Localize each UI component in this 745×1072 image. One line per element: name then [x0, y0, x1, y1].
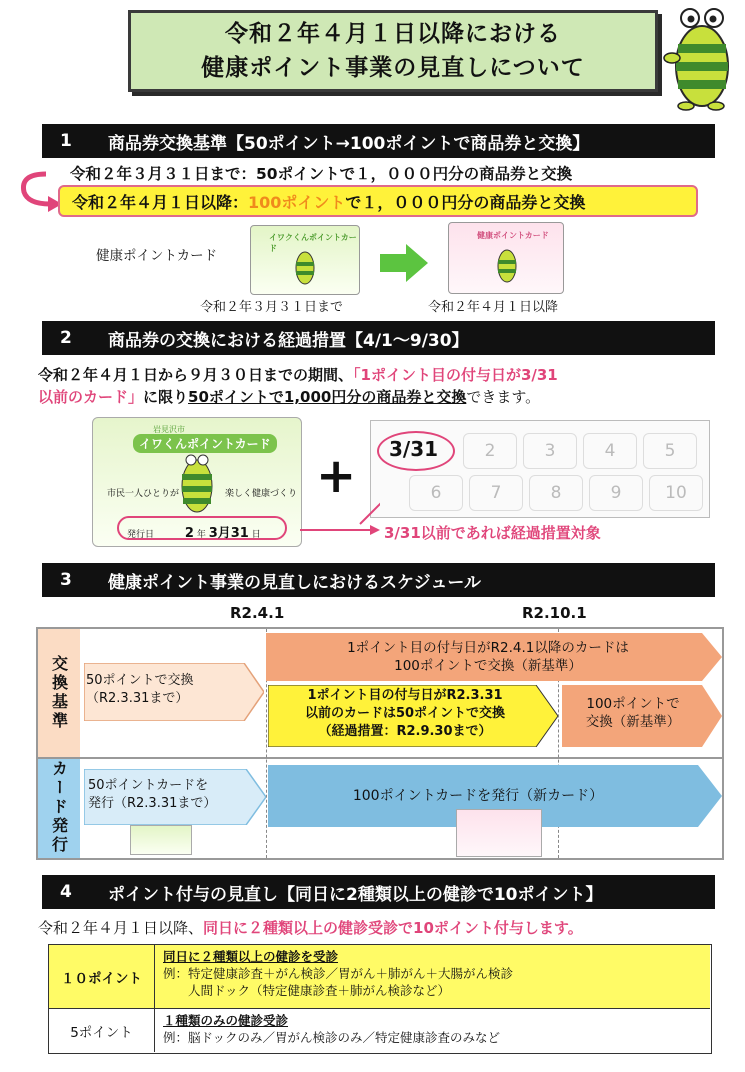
page-title [128, 10, 658, 92]
section4-heading: ポイント付与の見直し【同日に2種類以上の健診で10ポイント】 [108, 884, 603, 905]
point-card-image [92, 417, 302, 547]
card-title: イワくんポイントカード [133, 434, 277, 453]
card-issue-unit1: 年 [196, 530, 206, 540]
stamp-cell: 8 [529, 475, 583, 511]
table-row [49, 1009, 710, 1052]
mini-mascot-icon [495, 243, 519, 285]
section2-heading: 商品券の交換における経過措置【4/1～9/30】 [108, 330, 469, 351]
section3-header [42, 563, 715, 597]
new-rule-banner [58, 185, 698, 217]
card-issue-date-value: 3月31 [208, 526, 249, 541]
section2-header [42, 321, 715, 355]
row1-title: 同日に２種類以上の健診を受診 [163, 949, 339, 964]
new-issue-text: 100ポイントカードを発行（新カード） [352, 788, 604, 804]
stamp-cell: 10 [649, 475, 703, 511]
new-card-caption: 令和２年４月１日以降 [428, 300, 559, 315]
after-arrow-text: 100ポイントで 交換（新基準） [585, 696, 681, 730]
old-card-title: イワクくんポイントカード [269, 233, 357, 253]
new-card-mini [456, 809, 542, 857]
new-rule-arrow-text: 1ポイント目の付与日がR2.4.1以降のカードは 100ポイントで交換（新基準） [347, 640, 629, 674]
issue-label: カード発行 [38, 757, 80, 858]
stamp-cell: 6 [409, 475, 463, 511]
old-exchange-text: 50ポイントで交換 （R2.3.31まで） [86, 673, 194, 706]
section4-number: 4 [60, 882, 72, 902]
row2-title: １種類のみの健診受診 [163, 1013, 289, 1028]
mascot-illustration [660, 4, 740, 114]
card-city: 岩見沢市 [153, 425, 185, 434]
plus-icon: + [316, 448, 357, 504]
first-stamp-date: 3/31 [389, 437, 439, 461]
section2-text-b: に限り [143, 388, 189, 406]
row2-content [163, 1012, 500, 1046]
old-card-mini [130, 825, 192, 855]
section2-paragraph [38, 364, 728, 408]
stamp-cell: 4 [583, 433, 637, 469]
schedule-date1: R2.4.1 [230, 604, 285, 622]
green-arrow-icon [380, 244, 428, 282]
stamp-cell: 7 [469, 475, 523, 511]
section2-text-c: できます。 [466, 388, 541, 406]
stamp-cell: 2 [463, 433, 517, 469]
section1-number: 1 [60, 131, 72, 151]
card-issue-label: 発行日 [127, 530, 155, 540]
section3-number: 3 [60, 570, 72, 590]
row1-points: １０ポイント [49, 945, 155, 1008]
section4-intro [38, 917, 583, 938]
transition-arrow-text: 1ポイント目の付与日がR2.3.31 以前のカードは50ポイントで交換 （経過措置：R2.9.30まで） [304, 688, 506, 739]
new-rule-suffix: で１，０００円分の商品券と交換 [345, 192, 586, 212]
stamp-cell: 5 [643, 433, 697, 469]
transition-note: 3/31以前であれば経過措置対象 [384, 524, 601, 542]
title-line1: 令和２年４月１日以降における [225, 21, 561, 47]
section1-heading: 商品券交換基準【50ポイント→100ポイントで商品券と交換】 [108, 133, 590, 154]
new-card-thumbnail [448, 222, 564, 294]
new-card-title: 健康ポイントカード [477, 231, 549, 240]
mini-mascot-icon [293, 246, 317, 286]
new-rule-highlight: 100ポイント [248, 192, 346, 212]
card-issue-unit2: 日 [251, 530, 261, 540]
old-rule-text: 令和２年３月３１日まで：50ポイントで１，０００円分の商品券と交換 [70, 165, 573, 183]
old-card-thumbnail [250, 225, 360, 295]
old-issue-text: 50ポイントカードを 発行（R2.3.31まで） [88, 778, 217, 811]
section1-header [42, 124, 715, 158]
card-slogan-left: 市民一人ひとりが [107, 489, 180, 499]
section2-text-pink1: 「1ポイント目の付与日が3/31 [353, 366, 558, 384]
stamp-card-image [370, 420, 710, 518]
schedule-date2: R2.10.1 [522, 604, 587, 622]
card-mascot-icon [177, 452, 217, 514]
old-card-caption: 令和２年３月３１日まで [200, 300, 344, 315]
section4-header [42, 875, 715, 909]
new-rule-prefix: 令和２年４月１日以降： [72, 192, 249, 212]
card-label: 健康ポイントカード [96, 248, 218, 264]
section2-number: 2 [60, 328, 72, 348]
table-row [49, 945, 710, 1009]
section2-text-a: 令和２年４月１日から９月３０日までの期間、 [38, 366, 354, 384]
row1-content [163, 948, 513, 999]
card-issue-date [127, 522, 261, 541]
row1-example2: 人間ドック（特定健康診査＋肺がん検診など） [163, 983, 451, 998]
exchange-label: 交換基準 [38, 629, 80, 757]
row2-example: 例：脳ドックのみ／胃がん検診のみ／特定健康診査のみなど [163, 1030, 501, 1045]
stamp-cell: 9 [589, 475, 643, 511]
pointer-arrow-icon [300, 498, 380, 538]
section4-intro-a: 令和２年４月１日以降、 [38, 919, 204, 937]
curved-arrow-icon [16, 168, 64, 212]
schedule-table [36, 627, 724, 860]
title-line2: 健康ポイント事業の見直しについて [201, 55, 585, 81]
card-issue-month: 2 [184, 526, 194, 541]
section4-intro-pink: 同日に２種類以上の健診受診で10ポイント付与します。 [203, 919, 583, 937]
row1-example1: 例：特定健康診査＋がん検診／胃がん＋肺がん＋大腸がん検診 [163, 966, 514, 981]
section2-text-pink2: 以前のカード」 [38, 388, 144, 406]
section3-heading: 健康ポイント事業の見直しにおけるスケジュール [108, 572, 481, 593]
card-slogan-right: 楽しく健康づくり [225, 489, 298, 499]
points-table [48, 944, 712, 1054]
row2-points: 5ポイント [49, 1009, 155, 1052]
section2-text-underline: 50ポイントで1,000円分の商品券と交換 [188, 388, 467, 406]
stamp-cell: 3 [523, 433, 577, 469]
